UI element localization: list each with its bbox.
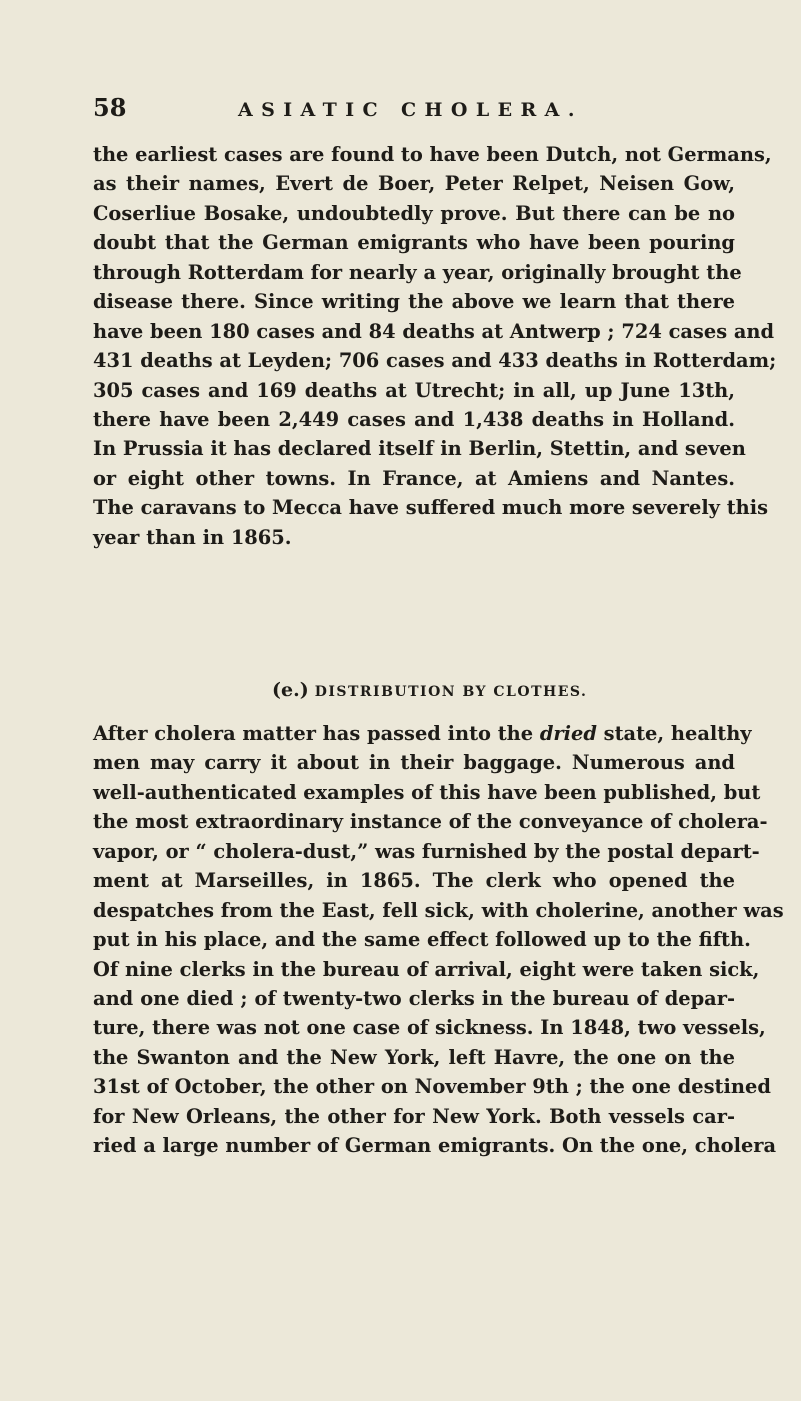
text-line: ried a large number of German emigrants. On the one, cholera	[93, 1134, 777, 1158]
text-line: despatches from the East, fell sick, with cholerine, another was	[93, 898, 784, 922]
text-line: year than in 1865.	[93, 525, 292, 549]
text-line: 31st of October, the other on November 9th ; the one destined	[93, 1075, 771, 1099]
text-line: or eight other towns. In France, at Amiens and Nantes.	[93, 466, 735, 490]
section-title: DISTRIBUTION BY CLOTHES.	[314, 684, 588, 700]
text-line: the most extraordinary instance of the conveyance of cholera-	[93, 810, 768, 834]
text-line: as their names, Evert de Boer, Peter Relpet, Neisen Gow,	[93, 172, 735, 196]
text-line: there have been 2,449 cases and 1,438 deaths in Holland.	[93, 407, 735, 431]
running-head: ASIATIC CHOLERA.	[238, 99, 583, 121]
section-label: (e.)	[272, 679, 309, 701]
text-line: put in his place, and the same effect followed up to the fifth.	[93, 928, 751, 952]
text-line: through Rotterdam for nearly a year, originally brought the	[93, 260, 742, 284]
text-line: doubt that the German emigrants who have been pouring	[93, 231, 735, 255]
text-line: and one died ; of twenty-two clerks in the bureau of depar-	[93, 986, 735, 1010]
text-line: 305 cases and 169 deaths at Utrecht; in all, up June 13th,	[93, 378, 735, 402]
text-line: 431 deaths at Leyden; 706 cases and 433 deaths in Rotterdam;	[93, 349, 777, 373]
paragraph-1	[93, 140, 777, 552]
text-line: In Prussia it has declared itself in Berlin, Stettin, and seven	[93, 437, 746, 461]
text-line: ture, there was not one case of sickness. In 1848, two vessels,	[93, 1016, 766, 1040]
text-line: the earliest cases are found to have been Dutch, not Germans,	[93, 143, 772, 166]
text-segment: After cholera matter has passed into the	[93, 722, 540, 745]
text-line: vapor, or “ cholera-dust,” was furnished by the postal depart-	[93, 839, 760, 863]
text-line: Of nine clerks in the bureau of arrival, eight were taken sick,	[93, 957, 760, 981]
text-line: well-authenticated examples of this have been published, but	[93, 780, 761, 804]
italic-word: dried	[539, 722, 597, 745]
text-line: men may carry it about in their baggage. Numerous and	[93, 751, 735, 775]
text-line: The caravans to Mecca have suffered much more severely this	[93, 496, 769, 520]
text-line: the Swanton and the New York, left Havre, the one on the	[93, 1045, 735, 1069]
text-line: for New Orleans, the other for New York. Both vessels car-	[93, 1104, 735, 1128]
text-line: ment at Marseilles, in 1865. The clerk who opened the	[93, 869, 735, 893]
text-line: disease there. Since writing the above we learn that there	[93, 290, 735, 314]
paragraph-2	[93, 719, 784, 1161]
text-line	[93, 719, 752, 748]
text-segment: state, healthy	[596, 722, 752, 745]
text-line: have been 180 cases and 84 deaths at Antwerp ; 724 cases and	[93, 319, 775, 343]
section-heading	[272, 681, 587, 700]
text-line: Coserliue Bosake, undoubtedly prove. But there can be no	[93, 201, 735, 225]
page-number: 58	[93, 93, 127, 122]
